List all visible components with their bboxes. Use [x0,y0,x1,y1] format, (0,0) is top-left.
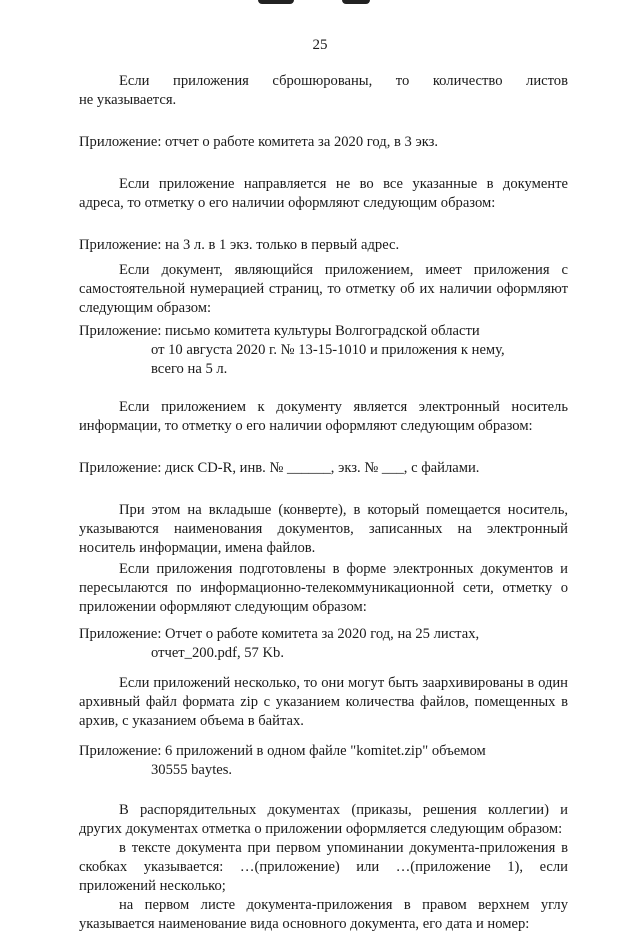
example-attachment-zip: Приложение: 6 приложений в одном файле "komitet.zip" объемом [79,743,486,759]
page-number: 25 [312,37,328,53]
paragraph-electronic-documents: Если приложения подготовлены в форме электронных документов и пересылаются по информационно-телекоммуникационной сети, отметку о приложении оформляют следующим образом: [79,561,568,615]
example-attachment-pdf: Приложение: Отчет о работе комитета за 2020 год, на 25 листах, [79,626,480,642]
scan-artifact [258,0,294,4]
example-attachment-first-address: Приложение: на 3 л. в 1 экз. только в первый адрес. [79,237,400,253]
scan-artifact [342,0,370,4]
example-attachment-letter-cont: всего на 5 л. [151,361,228,377]
document-body [79,72,568,934]
example-attachment-letter: Приложение: письмо комитета культуры Волгоградской области [79,323,480,339]
paragraph-electronic-media: Если приложением к документу является электронный носитель информации, то отметку о его наличии оформляют следующим образом: [79,399,568,434]
paragraph-zip-archive: Если приложений несколько, то они могут быть заархивированы в один архивный файл формата zip с указанием количества файлов, помещенных в архив, с указанием объема в байтах. [79,675,568,729]
paragraph-envelope-insert: При этом на вкладыше (конверте), в который помещается носитель, указываются наименования документов, записанных на электронный носитель информации, имена файлов. [79,502,568,556]
paragraph-first-mention: в тексте документа при первом упоминании документа-приложения в скобках указывается: …(приложение) или …(приложение 1), если приложений несколько; [79,840,568,894]
paragraph-administrative-documents: В распорядительных документах (приказы, решения коллегии) и других документах отметка о приложении оформляется следующим образом: [79,802,568,837]
example-attachment-cd: Приложение: диск CD-R, инв. № ______, экз. № ___, с файлами. [79,460,480,476]
paragraph-stitched-note: Если приложения сброшюрованы, то количество листов [119,73,568,89]
example-attachment-pdf-cont: отчет_200.pdf, 57 Kb. [151,645,284,661]
paragraph-stitched-note-end: не указывается. [79,92,177,108]
example-attachment-zip-cont: 30555 baytes. [151,762,233,778]
paragraph-nested-attachments: Если документ, являющийся приложением, имеет приложения с самостоятельной нумерацией страниц, то отметку об их наличии оформляют следующим образом: [79,262,568,316]
example-attachment-letter-cont: от 10 августа 2020 г. № 13-15-1010 и приложения к нему, [151,342,505,358]
example-attachment-report: Приложение: отчет о работе комитета за 2020 год, в 3 экз. [79,134,439,150]
paragraph-not-all-addresses: Если приложение направляется не во все указанные в документе адреса, то отметку о его наличии оформляют следующим образом: [79,176,568,211]
paragraph-first-sheet: на первом листе документа-приложения в правом верхнем углу указывается наименование вида основного документа, его дата и номер: [79,897,568,932]
